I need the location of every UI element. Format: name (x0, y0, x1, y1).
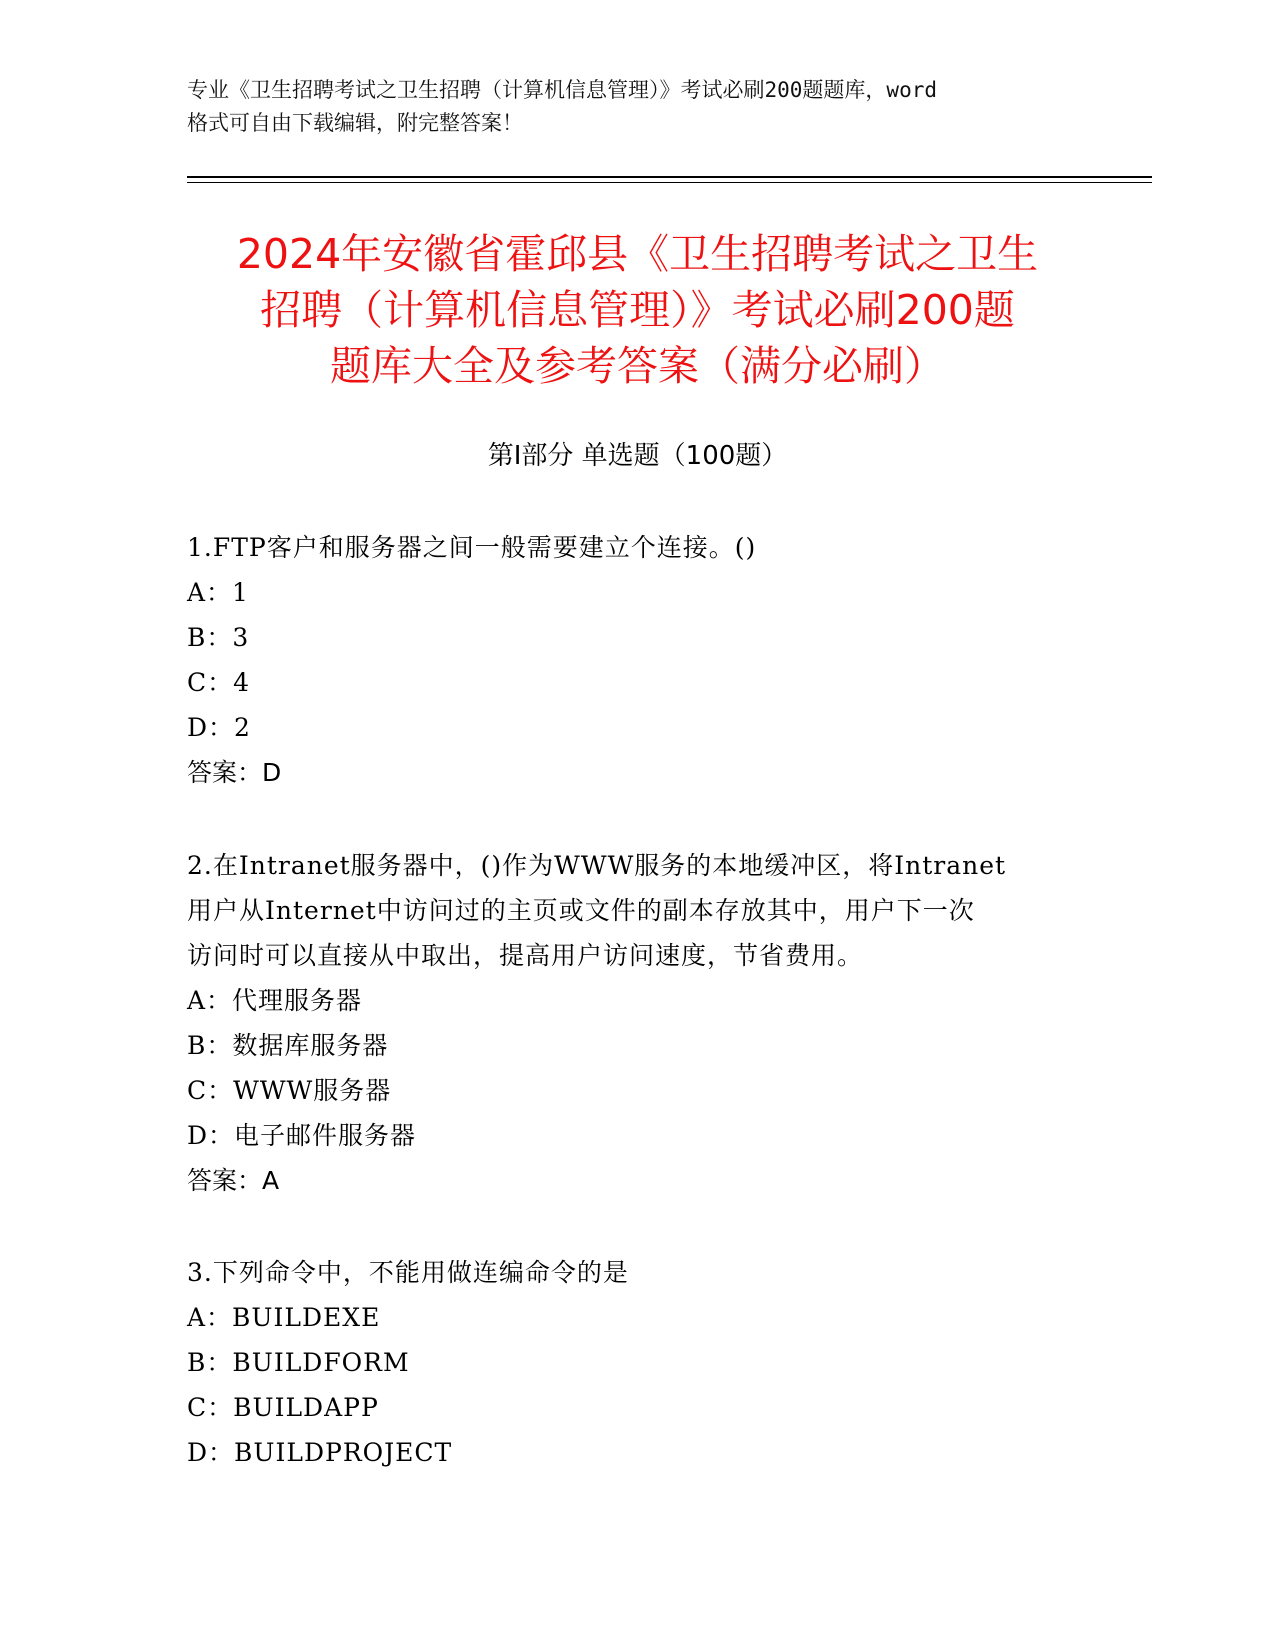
question-stem-line: 2.在Intranet服务器中，()作为WWW服务的本地缓冲区，将Intranet (187, 851, 1007, 880)
option-c: C：WWW服务器 (187, 1076, 392, 1105)
header-note-line-1: 专业《卫生招聘考试之卫生招聘（计算机信息管理）》考试必刷200题题库，word (187, 78, 937, 102)
option-d: D：BUILDPROJECT (187, 1438, 453, 1467)
option-b: B：3 (187, 623, 250, 652)
question-1 (187, 525, 1087, 795)
header-divider-thick (187, 176, 1152, 178)
question-stem-line: 访问时可以直接从中取出，提高用户访问速度，节省费用。 (187, 941, 864, 970)
option-b: B：数据库服务器 (187, 1031, 389, 1060)
question-stem (187, 525, 1087, 570)
section-title: 第Ⅰ部分 单选题（100题） (487, 441, 788, 471)
document-title (150, 226, 1125, 394)
option-a: A：代理服务器 (187, 986, 363, 1015)
question-stem-line: 用户从Internet中访问过的主页或文件的副本存放其中，用户下一次 (187, 896, 975, 925)
header-note (187, 74, 1087, 140)
option-c: C：4 (187, 668, 251, 697)
option-a: A：1 (187, 578, 249, 607)
option-d: D：电子邮件服务器 (187, 1121, 417, 1150)
answer: 答案：D (187, 758, 282, 787)
answer: 答案：A (187, 1166, 280, 1195)
header-note-line-2: 格式可自由下载编辑，附完整答案！ (187, 111, 523, 135)
question-stem (187, 843, 1087, 978)
option-a: A：BUILDEXE (187, 1303, 381, 1332)
header-divider-thin (187, 182, 1152, 183)
document-title-line-3: 题库大全及参考答案（满分必刷） (330, 342, 945, 390)
question-2 (187, 843, 1087, 1203)
option-c: C：BUILDAPP (187, 1393, 379, 1422)
question-stem-line: 3.下列命令中，不能用做连编命令的是 (187, 1258, 629, 1287)
option-b: B：BUILDFORM (187, 1348, 410, 1377)
question-stem-line: 1.FTP客户和服务器之间一般需要建立个连接。() (187, 533, 757, 562)
option-d: D：2 (187, 713, 251, 742)
question-3 (187, 1250, 1087, 1475)
document-title-line-1: 2024年安徽省霍邱县《卫生招聘考试之卫生 (236, 230, 1039, 278)
document-title-line-2: 招聘（计算机信息管理）》考试必刷200题 (260, 286, 1015, 334)
question-stem (187, 1250, 1087, 1295)
